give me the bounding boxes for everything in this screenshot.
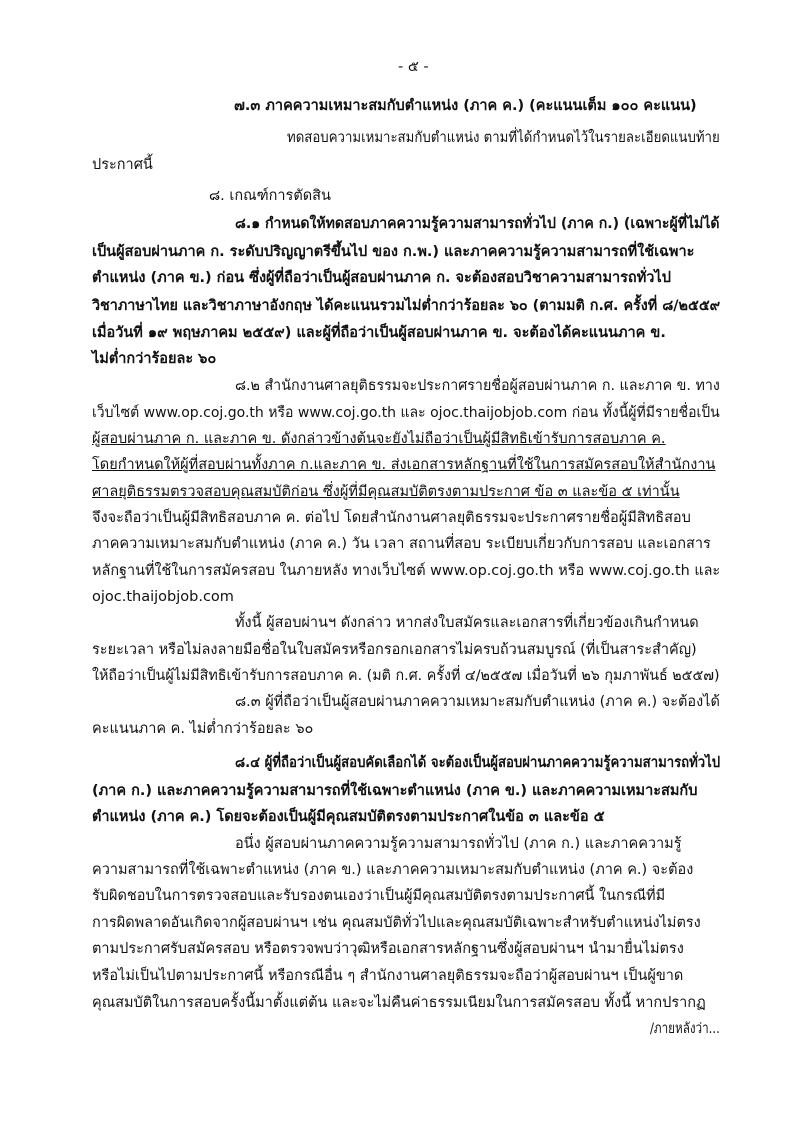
- text-line: ความสามารถที่ใช้เฉพาะตำแหน่ง (ภาค ข.) และภาคความเหมาะสมกับตำแหน่ง (ภาค ค.) จะต้อง: [92, 862, 694, 878]
- text-line: ๘.๒ สำนักงานศาลยุติธรรมจะประกาศรายชื่อผู้สอบผ่านภาค ก. และภาค ข. ทาง: [235, 378, 720, 394]
- text-line: โดยกำหนดให้ผู้ที่สอบผ่านทั้งภาค ก.และภาค ข. ส่งเอกสารหลักฐานที่ใช้ในการสมัครสอบให้สำนักงาน: [92, 457, 716, 473]
- text-line: เป็นผู้สอบผ่านภาค ก. ระดับปริญญาตรีขึ้นไป ของ ก.พ.) และภาคความรู้ความสามารถที่ใช้เฉพาะ: [92, 244, 695, 260]
- text-line: ojoc.thaijobjob.com: [92, 589, 234, 605]
- text-line: คุณสมบัติในการสอบครั้งนี้มาตั้งแต่ต้น และจะไม่คืนค่าธรรมเนียมในการสมัครสอบ ทั้งนี้ หากปรากฏ: [92, 995, 706, 1011]
- text-line: คะแนนภาค ค. ไม่ต่ำกว่าร้อยละ ๖๐: [92, 721, 314, 737]
- text-line: อนึ่ง ผู้สอบผ่านภาคความรู้ความสามารถทั่วไป (ภาค ก.) และภาคความรู้: [235, 836, 682, 852]
- continuation-note: /ภายหลังว่า...: [650, 1021, 720, 1037]
- text-line: หรือไม่เป็นไปตามประกาศนี้ หรือกรณีอื่น ๆ สำนักงานศาลยุติธรรมจะถือว่าผู้สอบผ่านฯ เป็นผู้ขาด: [92, 968, 684, 984]
- text-line: เว็บไซต์ www.op.coj.go.th หรือ www.coj.go.th และ ojoc.thaijobjob.com ก่อน ทั้งนี้ผู้ที่มีรายชื่อเป็น: [92, 405, 720, 421]
- text-line: รับผิดชอบในการตรวจสอบและรับรองตนเองว่าเป็นผู้มีคุณสมบัติตรงตามประกาศนี้ ในกรณีที่มี: [92, 888, 666, 904]
- section-8-heading: ๘. เกณฑ์การตัดสิน: [209, 188, 331, 204]
- text-line: ทั้งนี้ ผู้สอบผ่านฯ ดังกล่าว หากส่งใบสมัครและเอกสารที่เกี่ยวข้องเกินกำหนด: [235, 615, 699, 631]
- text-line: ๘.๔ ผู้ที่ถือว่าเป็นผู้สอบคัดเลือกได้ จะต้องเป็นผู้สอบผ่านภาคความรู้ความสามารถทั่วไป: [235, 755, 721, 771]
- text-line: การผิดพลาดอันเกิดจากผู้สอบผ่านฯ เช่น คุณสมบัติทั่วไปและคุณสมบัติเฉพาะสำหรับตำแหน่งไม่ตรง: [92, 915, 701, 931]
- page-number: - ๕ -: [398, 59, 429, 75]
- text-line: ตำแหน่ง (ภาค ค.) โดยจะต้องเป็นผู้มีคุณสมบัติตรงตามประกาศในข้อ ๓ และข้อ ๕: [92, 809, 605, 825]
- text-line: ทดสอบความเหมาะสมกับตำแหน่ง ตามที่ได้กำหนดไว้ในรายละเอียดแนบท้าย: [287, 130, 720, 146]
- text-line: ตำแหน่ง (ภาค ข.) ก่อน ซึ่งผู้ที่ถือว่าเป็นผู้สอบผ่านภาค ก. จะต้องสอบวิชาความสามารถทั่วไป: [92, 270, 671, 286]
- text-line: (ภาค ก.) และภาคความรู้ความสามารถที่ใช้เฉพาะตำแหน่ง (ภาค ข.) และภาคความเหมาะสมกับ: [92, 783, 698, 799]
- text-line: ประกาศนี้: [92, 157, 153, 173]
- text-line: วิชาภาษาไทย และวิชาภาษาอังกฤษ ได้คะแนนรวมไม่ต่ำกว่าร้อยละ ๖๐ (ตามมติ ก.ศ. ครั้งที่ ๘/๒๕๕๙: [92, 298, 721, 314]
- text-line: ภาคความเหมาะสมกับตำแหน่ง (ภาค ค.) วัน เวลา สถานที่สอบ ระเบียบเกี่ยวกับการสอบ และเอกสาร: [92, 536, 711, 552]
- text-line: เมื่อวันที่ ๑๙ พฤษภาคม ๒๕๕๙) และผู้ที่ถือว่าเป็นผู้สอบผ่านภาค ข. จะต้องได้คะแนนภาค ข.: [92, 325, 666, 341]
- section-7-3-heading: ๗.๓ ภาคความเหมาะสมกับตำแหน่ง (ภาค ค.) (คะแนนเต็ม ๑๐๐ คะแนน): [234, 98, 697, 114]
- text-line: ระยะเวลา หรือไม่ลงลายมือชื่อในใบสมัครหรือกรอกเอกสารไม่ครบถ้วนสมบูรณ์ (ที่เป็นสาระสำคัญ): [92, 642, 697, 658]
- text-line: ให้ถือว่าเป็นผู้ไม่มีสิทธิเข้ารับการสอบภาค ค. (มติ ก.ศ. ครั้งที่ ๔/๒๕๕๗ เมื่อวันที่ ๒๖ กุมภาพันธ์ ๒๕๕๗): [92, 668, 720, 684]
- text-line: ผู้สอบผ่านภาค ก. และภาค ข. ดังกล่าวข้างต้นจะยังไม่ถือว่าเป็นผู้มีสิทธิเข้ารับการสอบภาค ค.: [92, 431, 666, 447]
- text-line: หลักฐานที่ใช้ในการสมัครสอบ ในภายหลัง ทางเว็บไซต์ www.op.coj.go.th หรือ www.coj.go.th และ: [92, 563, 721, 579]
- text-line: ๘.๓ ผู้ที่ถือว่าเป็นผู้สอบผ่านภาคความเหมาะสมกับตำแหน่ง (ภาค ค.) จะต้องได้: [235, 694, 720, 710]
- text-line: จึงจะถือว่าเป็นผู้มีสิทธิสอบภาค ค. ต่อไป โดยสำนักงานศาลยุติธรรมจะประกาศรายชื่อผู้มีสิทธิสอบ: [92, 510, 691, 526]
- text-line: ๘.๑ กำหนดให้ทดสอบภาคความรู้ความสามารถทั่วไป (ภาค ก.) (เฉพาะผู้ที่ไม่ได้: [235, 216, 720, 232]
- text-line: ตามประกาศรับสมัครสอบ หรือตรวจพบว่าวุฒิหรือเอกสารหลักฐานซึ่งผู้สอบผ่านฯ นำมายื่นไม่ตรง: [92, 941, 684, 957]
- text-line: ไม่ต่ำกว่าร้อยละ ๖๐: [92, 351, 217, 367]
- text-line: ศาลยุติธรรมตรวจสอบคุณสมบัติก่อน ซึ่งผู้ที่มีคุณสมบัติตรงตามประกาศ ข้อ ๓ และข้อ ๕ เท่านั้น: [92, 484, 680, 500]
